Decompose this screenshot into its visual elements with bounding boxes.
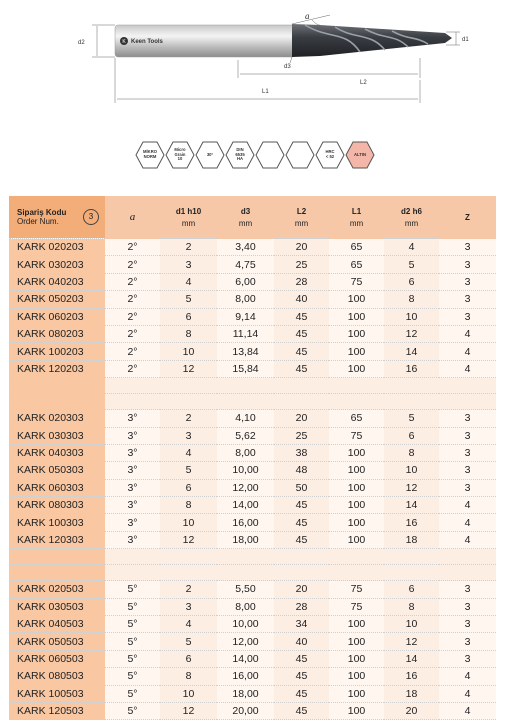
value-cell: 18,00 bbox=[217, 685, 274, 702]
order-code-cell: KARK 120303 bbox=[9, 531, 105, 548]
order-code-cell: KARK 080303 bbox=[9, 497, 105, 514]
value-cell: 8 bbox=[384, 291, 439, 308]
value-cell: 2 bbox=[160, 410, 217, 427]
table-row bbox=[9, 668, 496, 685]
value-cell: 14 bbox=[384, 497, 439, 514]
value-cell: 5° bbox=[105, 685, 160, 702]
value-cell: 3 bbox=[439, 256, 496, 273]
value-cell: 6 bbox=[384, 273, 439, 290]
value-cell: 3° bbox=[105, 497, 160, 514]
order-code-cell: KARK 040203 bbox=[9, 273, 105, 290]
spacer-row bbox=[9, 549, 496, 565]
table-row bbox=[9, 360, 496, 377]
value-cell: 5,50 bbox=[217, 581, 274, 598]
value-cell: 14,00 bbox=[217, 650, 274, 667]
value-cell: 4,10 bbox=[217, 410, 274, 427]
order-code-cell: KARK 040503 bbox=[9, 616, 105, 633]
value-cell: 45 bbox=[274, 308, 329, 325]
value-cell: 3 bbox=[160, 427, 217, 444]
value-cell: 3 bbox=[439, 410, 496, 427]
value-cell: 16 bbox=[384, 668, 439, 685]
table-row bbox=[9, 479, 496, 496]
order-code-cell: KARK 120503 bbox=[9, 702, 105, 719]
table-row bbox=[9, 702, 496, 719]
value-cell: 100 bbox=[329, 308, 384, 325]
value-cell: 13,84 bbox=[217, 343, 274, 360]
value-cell: 28 bbox=[274, 273, 329, 290]
value-cell: 4 bbox=[160, 444, 217, 461]
value-cell: 50 bbox=[274, 479, 329, 496]
value-cell: 100 bbox=[329, 616, 384, 633]
col-L2: L2 mm bbox=[274, 196, 329, 239]
col-d3: d3 mm bbox=[217, 196, 274, 239]
value-cell: 16 bbox=[384, 514, 439, 531]
value-cell: 8 bbox=[384, 598, 439, 615]
value-cell: 5 bbox=[160, 462, 217, 479]
value-cell: 4 bbox=[439, 668, 496, 685]
order-code-header: Sipariş Kodu Order Num. 3 bbox=[9, 196, 105, 239]
value-cell: 5 bbox=[384, 410, 439, 427]
value-cell: 2 bbox=[160, 581, 217, 598]
value-cell: 12 bbox=[160, 702, 217, 719]
value-cell: 65 bbox=[329, 410, 384, 427]
value-cell: 45 bbox=[274, 343, 329, 360]
value-cell: 40 bbox=[274, 633, 329, 650]
din-6535-ha-icon: DIN 6535 HA bbox=[225, 140, 255, 170]
table-row bbox=[9, 444, 496, 461]
hrc-52-icon: HRC < 52 bbox=[315, 140, 345, 170]
value-cell: 11,14 bbox=[217, 325, 274, 342]
value-cell: 100 bbox=[329, 462, 384, 479]
col-angle: a bbox=[105, 196, 160, 239]
table-row bbox=[9, 410, 496, 427]
value-cell: 6 bbox=[384, 427, 439, 444]
value-cell: 5° bbox=[105, 668, 160, 685]
value-cell: 5° bbox=[105, 650, 160, 667]
order-code-cell: KARK 060203 bbox=[9, 308, 105, 325]
value-cell: 10 bbox=[160, 343, 217, 360]
value-cell: 10 bbox=[384, 616, 439, 633]
dim-d1: d1 bbox=[462, 37, 469, 43]
value-cell: 28 bbox=[274, 598, 329, 615]
value-cell: 6 bbox=[160, 650, 217, 667]
value-cell: 3 bbox=[439, 479, 496, 496]
value-cell: 3 bbox=[439, 650, 496, 667]
value-cell: 14 bbox=[384, 650, 439, 667]
value-cell: 48 bbox=[274, 462, 329, 479]
value-cell: 3° bbox=[105, 479, 160, 496]
value-cell: 5 bbox=[160, 291, 217, 308]
value-cell: 12 bbox=[384, 633, 439, 650]
order-code-cell: KARK 080503 bbox=[9, 668, 105, 685]
value-cell: 100 bbox=[329, 291, 384, 308]
mikro-norm-icon: MİKRO NORM bbox=[135, 140, 165, 170]
order-code-cell: KARK 120203 bbox=[9, 360, 105, 377]
order-code-cell: KARK 100203 bbox=[9, 343, 105, 360]
order-code-cell: KARK 080203 bbox=[9, 325, 105, 342]
value-cell: 100 bbox=[329, 650, 384, 667]
value-cell: 20 bbox=[274, 239, 329, 256]
value-cell: 8,00 bbox=[217, 598, 274, 615]
table-header bbox=[9, 196, 496, 239]
dim-d3: d3 bbox=[284, 64, 291, 70]
value-cell: 2° bbox=[105, 291, 160, 308]
value-cell: 2° bbox=[105, 308, 160, 325]
value-cell: 6 bbox=[160, 479, 217, 496]
value-cell: 4 bbox=[439, 343, 496, 360]
value-cell: 3 bbox=[439, 581, 496, 598]
value-cell: 4 bbox=[439, 497, 496, 514]
order-code-cell: KARK 030303 bbox=[9, 427, 105, 444]
order-code-cell: KARK 050303 bbox=[9, 462, 105, 479]
micro-grain-icon: Micro Grain 10 bbox=[165, 140, 195, 170]
value-cell: 4 bbox=[439, 685, 496, 702]
order-code-cell: KARK 020503 bbox=[9, 581, 105, 598]
value-cell: 10,00 bbox=[217, 462, 274, 479]
value-cell: 25 bbox=[274, 427, 329, 444]
value-cell: 65 bbox=[329, 239, 384, 256]
value-cell: 45 bbox=[274, 325, 329, 342]
table-row bbox=[9, 616, 496, 633]
value-cell: 100 bbox=[329, 325, 384, 342]
table-row bbox=[9, 273, 496, 290]
value-cell: 3 bbox=[439, 462, 496, 479]
value-cell: 75 bbox=[329, 598, 384, 615]
dim-L2: L2 bbox=[360, 80, 367, 86]
value-cell: 3 bbox=[439, 616, 496, 633]
value-cell: 45 bbox=[274, 497, 329, 514]
value-cell: 100 bbox=[329, 479, 384, 496]
table-row bbox=[9, 633, 496, 650]
order-code-cell: KARK 060503 bbox=[9, 650, 105, 667]
table-row bbox=[9, 514, 496, 531]
value-cell: 12 bbox=[384, 479, 439, 496]
value-cell: 2° bbox=[105, 239, 160, 256]
value-cell: 20 bbox=[274, 581, 329, 598]
note-circle: 3 bbox=[83, 209, 99, 225]
table-row bbox=[9, 325, 496, 342]
value-cell: 100 bbox=[329, 702, 384, 719]
value-cell: 2° bbox=[105, 343, 160, 360]
value-cell: 100 bbox=[329, 633, 384, 650]
value-cell: 4 bbox=[439, 360, 496, 377]
order-code-cell: KARK 100303 bbox=[9, 514, 105, 531]
value-cell: 4 bbox=[439, 531, 496, 548]
value-cell: 14,00 bbox=[217, 497, 274, 514]
value-cell: 45 bbox=[274, 650, 329, 667]
value-cell: 12 bbox=[160, 531, 217, 548]
value-cell: 45 bbox=[274, 531, 329, 548]
table-row bbox=[9, 427, 496, 444]
value-cell: 3,40 bbox=[217, 239, 274, 256]
value-cell: 5 bbox=[160, 633, 217, 650]
value-cell: 8 bbox=[160, 497, 217, 514]
ball-nose-icon bbox=[255, 140, 285, 170]
value-cell: 4 bbox=[439, 325, 496, 342]
order-code-cell: KARK 100503 bbox=[9, 685, 105, 702]
table-row bbox=[9, 291, 496, 308]
value-cell: 75 bbox=[329, 273, 384, 290]
table-row bbox=[9, 581, 496, 598]
value-cell: 4 bbox=[160, 273, 217, 290]
value-cell: 12 bbox=[160, 360, 217, 377]
value-cell: 2° bbox=[105, 325, 160, 342]
value-cell: 6,00 bbox=[217, 273, 274, 290]
value-cell: 45 bbox=[274, 668, 329, 685]
value-cell: 45 bbox=[274, 685, 329, 702]
value-cell: 3 bbox=[439, 273, 496, 290]
col-d1: d1 h10 mm bbox=[160, 196, 217, 239]
value-cell: 3° bbox=[105, 410, 160, 427]
value-cell: 16,00 bbox=[217, 668, 274, 685]
order-code-cell: KARK 030203 bbox=[9, 256, 105, 273]
value-cell: 18,00 bbox=[217, 531, 274, 548]
value-cell: 4,75 bbox=[217, 256, 274, 273]
feature-icons bbox=[135, 140, 375, 174]
value-cell: 25 bbox=[274, 256, 329, 273]
angle-label: a bbox=[305, 11, 310, 21]
value-cell: 6 bbox=[160, 308, 217, 325]
value-cell: 3° bbox=[105, 444, 160, 461]
table-row bbox=[9, 343, 496, 360]
value-cell: 5° bbox=[105, 616, 160, 633]
value-cell: 3 bbox=[439, 598, 496, 615]
value-cell: 75 bbox=[329, 581, 384, 598]
value-cell: 12 bbox=[384, 325, 439, 342]
value-cell: 10 bbox=[160, 514, 217, 531]
order-code-cell: KARK 030503 bbox=[9, 598, 105, 615]
value-cell: 10 bbox=[384, 462, 439, 479]
value-cell: 45 bbox=[274, 514, 329, 531]
value-cell: 75 bbox=[329, 427, 384, 444]
value-cell: 2° bbox=[105, 256, 160, 273]
altin-coating-icon: ALTIN bbox=[345, 140, 375, 170]
value-cell: 8 bbox=[384, 444, 439, 461]
value-cell: 3° bbox=[105, 427, 160, 444]
value-cell: 100 bbox=[329, 444, 384, 461]
value-cell: 5 bbox=[384, 256, 439, 273]
table-row bbox=[9, 308, 496, 325]
value-cell: 8 bbox=[160, 668, 217, 685]
value-cell: 3 bbox=[439, 633, 496, 650]
value-cell: 3 bbox=[160, 598, 217, 615]
value-cell: 3 bbox=[439, 239, 496, 256]
value-cell: 3 bbox=[160, 256, 217, 273]
dim-d2: d2 bbox=[78, 40, 85, 46]
value-cell: 8 bbox=[160, 325, 217, 342]
spacer-row bbox=[9, 394, 496, 410]
value-cell: 6 bbox=[384, 581, 439, 598]
table-row bbox=[9, 462, 496, 479]
value-cell: 100 bbox=[329, 514, 384, 531]
value-cell: 45 bbox=[274, 360, 329, 377]
value-cell: 4 bbox=[439, 514, 496, 531]
value-cell: 16 bbox=[384, 360, 439, 377]
value-cell: 3° bbox=[105, 531, 160, 548]
table-row bbox=[9, 239, 496, 256]
value-cell: 10 bbox=[160, 685, 217, 702]
value-cell: 40 bbox=[274, 291, 329, 308]
value-cell: 38 bbox=[274, 444, 329, 461]
value-cell: 14 bbox=[384, 343, 439, 360]
value-cell: 100 bbox=[329, 497, 384, 514]
table-row bbox=[9, 685, 496, 702]
value-cell: 4 bbox=[160, 616, 217, 633]
dim-L1: L1 bbox=[262, 89, 269, 95]
table-row bbox=[9, 256, 496, 273]
value-cell: 9,14 bbox=[217, 308, 274, 325]
value-cell: 5° bbox=[105, 633, 160, 650]
value-cell: 100 bbox=[329, 343, 384, 360]
spacer-row bbox=[9, 378, 496, 394]
value-cell: 5,62 bbox=[217, 427, 274, 444]
value-cell: 20 bbox=[384, 702, 439, 719]
value-cell: 12,00 bbox=[217, 479, 274, 496]
value-cell: 5° bbox=[105, 702, 160, 719]
value-cell: 34 bbox=[274, 616, 329, 633]
table-row bbox=[9, 650, 496, 667]
value-cell: 8,00 bbox=[217, 291, 274, 308]
value-cell: 20 bbox=[274, 410, 329, 427]
value-cell: 100 bbox=[329, 531, 384, 548]
value-cell: 12,00 bbox=[217, 633, 274, 650]
value-cell: 100 bbox=[329, 668, 384, 685]
flutes-icon bbox=[285, 140, 315, 170]
tool-drawing bbox=[0, 0, 507, 110]
table-row bbox=[9, 531, 496, 548]
value-cell: 4 bbox=[384, 239, 439, 256]
value-cell: 16,00 bbox=[217, 514, 274, 531]
table-row bbox=[9, 497, 496, 514]
value-cell: 3 bbox=[439, 444, 496, 461]
value-cell: 100 bbox=[329, 360, 384, 377]
value-cell: 5° bbox=[105, 581, 160, 598]
col-d2: d2 h6 mm bbox=[384, 196, 439, 239]
order-code-cell: KARK 020303 bbox=[9, 410, 105, 427]
value-cell: 8,00 bbox=[217, 444, 274, 461]
table-row bbox=[9, 598, 496, 615]
order-code-cell: KARK 050203 bbox=[9, 291, 105, 308]
value-cell: 10 bbox=[384, 308, 439, 325]
value-cell: 3° bbox=[105, 514, 160, 531]
value-cell: 4 bbox=[439, 702, 496, 719]
brand-label: Keen Tools bbox=[131, 39, 163, 45]
value-cell: 65 bbox=[329, 256, 384, 273]
angle-30-icon: 30° bbox=[195, 140, 225, 170]
value-cell: 3 bbox=[439, 427, 496, 444]
order-code-cell: KARK 020203 bbox=[9, 239, 105, 256]
value-cell: 3 bbox=[439, 308, 496, 325]
value-cell: 45 bbox=[274, 702, 329, 719]
value-cell: 15,84 bbox=[217, 360, 274, 377]
order-code-cell: KARK 060303 bbox=[9, 479, 105, 496]
value-cell: 2° bbox=[105, 273, 160, 290]
value-cell: 10,00 bbox=[217, 616, 274, 633]
value-cell: 3° bbox=[105, 462, 160, 479]
product-table bbox=[9, 196, 496, 720]
value-cell: 2 bbox=[160, 239, 217, 256]
value-cell: 3 bbox=[439, 291, 496, 308]
order-code-cell: KARK 050503 bbox=[9, 633, 105, 650]
value-cell: 20,00 bbox=[217, 702, 274, 719]
value-cell: 5° bbox=[105, 598, 160, 615]
svg-text:K: K bbox=[122, 39, 126, 45]
spacer-row bbox=[9, 565, 496, 581]
value-cell: 2° bbox=[105, 360, 160, 377]
order-code-cell: KARK 040303 bbox=[9, 444, 105, 461]
col-L1: L1 mm bbox=[329, 196, 384, 239]
value-cell: 18 bbox=[384, 531, 439, 548]
value-cell: 100 bbox=[329, 685, 384, 702]
col-z: Z bbox=[439, 196, 496, 239]
value-cell: 18 bbox=[384, 685, 439, 702]
